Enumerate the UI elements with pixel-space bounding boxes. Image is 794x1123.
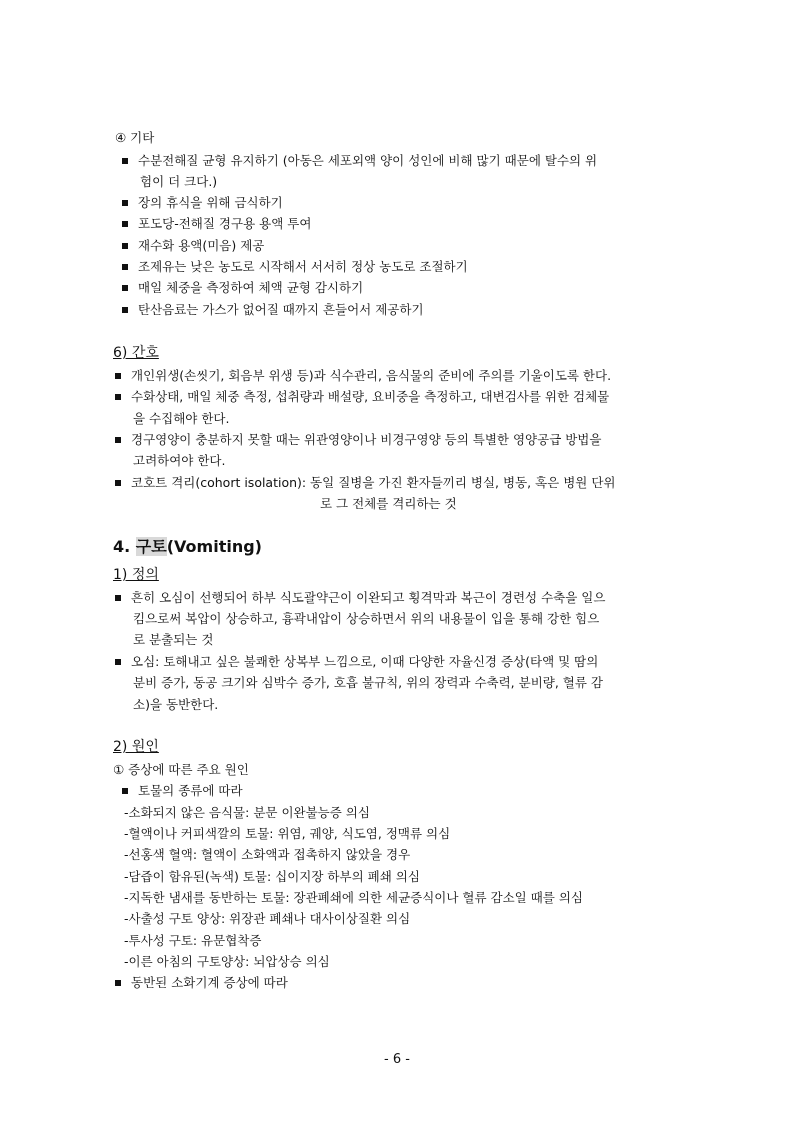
section-nursing-heading: 6) 간호 [113, 345, 159, 361]
bullet-item: 재수화 용액(미음) 제공 [122, 238, 264, 254]
bullet-item-continuation: 소)을 동반한다. [133, 697, 219, 712]
bullet-item-continuation: 험이 더 크다.) [140, 174, 218, 189]
square-bullet-icon [115, 394, 121, 400]
bullet-item: 수화상태, 매일 체중 측정, 섭취량과 배설량, 요비중을 측정하고, 대변검사를 위한 검체물 [115, 389, 609, 405]
square-bullet-icon [115, 437, 121, 443]
dash-item: -이른 아침의 구토양상: 뇌압상승 의심 [124, 954, 330, 969]
bullet-item-continuation: 을 수집해야 한다. [133, 411, 230, 426]
bullet-item: 수분전해질 균형 유지하기 (아동은 세포외액 양이 성인에 비해 많기 때문에 탈수의 위 [122, 153, 597, 169]
bullet-item: 토물의 종류에 따라 [122, 783, 243, 799]
section-cause-heading: 2) 원인 [113, 739, 159, 755]
bullet-item: 오심: 토해내고 싶은 불쾌한 상복부 느낌으로, 이때 다양한 자율신경 증상(타액 및 땀의 [115, 654, 598, 670]
square-bullet-icon [115, 980, 121, 986]
square-bullet-icon [115, 659, 121, 665]
square-bullet-icon [122, 200, 128, 206]
bullet-item: 포도당-전해질 경구용 용액 투여 [122, 216, 311, 232]
square-bullet-icon [122, 221, 128, 227]
bullet-item-continuation: 로 분출되는 것 [133, 632, 214, 647]
square-bullet-icon [122, 307, 128, 313]
square-bullet-icon [122, 264, 128, 270]
square-bullet-icon [122, 285, 128, 291]
bullet-item: 조제유는 낮은 농도로 시작해서 서서히 정상 농도로 조절하기 [122, 259, 468, 275]
square-bullet-icon [122, 243, 128, 249]
bullet-item: 경구영양이 충분하지 못할 때는 위관영양이나 비경구영양 등의 특별한 영양공급 방법을 [115, 432, 601, 448]
bullet-item: 탄산음료는 가스가 없어질 때까지 흔들어서 제공하기 [122, 302, 424, 318]
dash-item: -투사성 구토: 유문협착증 [124, 933, 262, 948]
bullet-item: 흔히 오심이 선행되어 하부 식도괄약근이 이완되고 횡격막과 복근이 경련성 수축을 일으 [115, 590, 605, 606]
bullet-item-continuation: 분비 증가, 동공 크기와 심박수 증가, 호흡 불규칙, 위의 장력과 수축력, 분비량, 혈류 감 [133, 675, 603, 690]
bullet-item-continuation: 킴으로써 복압이 상승하고, 흉곽내압이 상승하면서 위의 내용물이 입을 통해 강한 힘으 [133, 611, 600, 626]
square-bullet-icon [115, 480, 121, 486]
dash-item: -선홍색 혈액: 혈액이 소화액과 접촉하지 않았을 경우 [124, 847, 411, 862]
bullet-item: 코호트 격리(cohort isolation): 동일 질병을 가진 환자들끼리 병실, 병동, 혹은 병원 단위 [115, 475, 616, 491]
dash-item: -지독한 냄새를 동반하는 토물: 장관폐쇄에 의한 세균증식이나 혈류 감소일 때를 의심 [124, 890, 584, 905]
section-cause-subheading: ① 증상에 따른 주요 원인 [113, 762, 249, 777]
bullet-item: 동반된 소화기계 증상에 따라 [115, 975, 288, 991]
page-number: - 6 - [384, 1052, 410, 1067]
dash-item: -소화되지 않은 음식물: 분문 이완불능증 의심 [124, 805, 370, 820]
bullet-item: 개인위생(손씻기, 회음부 위생 등)과 식수관리, 음식물의 준비에 주의를 기울이도록 한다. [115, 368, 611, 384]
square-bullet-icon [115, 595, 121, 601]
dash-item: -혈액이나 커피색깔의 토물: 위염, 궤양, 식도염, 정맥류 의심 [124, 826, 451, 841]
dash-item: -사출성 구토 양상: 위장관 폐쇄나 대사이상질환 의심 [124, 911, 411, 926]
bullet-item-continuation: 고려하여야 한다. [133, 453, 226, 468]
section-definition-heading: 1) 정의 [113, 567, 159, 583]
section-other-heading: ④ 기타 [115, 130, 155, 145]
square-bullet-icon [115, 373, 121, 379]
square-bullet-icon [122, 158, 128, 164]
square-bullet-icon [122, 788, 128, 794]
bullet-item: 매일 체중을 측정하여 체액 균형 감시하기 [122, 280, 363, 296]
highlighted-title-word: 구토 [135, 537, 167, 556]
dash-item: -담즙이 함유된(녹색) 토물: 십이지장 하부의 폐쇄 의심 [124, 869, 420, 884]
bullet-item: 장의 휴식을 위해 금식하기 [122, 195, 283, 211]
section-vomiting-title: 4. 구토(Vomiting) [113, 537, 262, 556]
bullet-item-continuation: 로 그 전체를 격리하는 것 [320, 496, 457, 511]
